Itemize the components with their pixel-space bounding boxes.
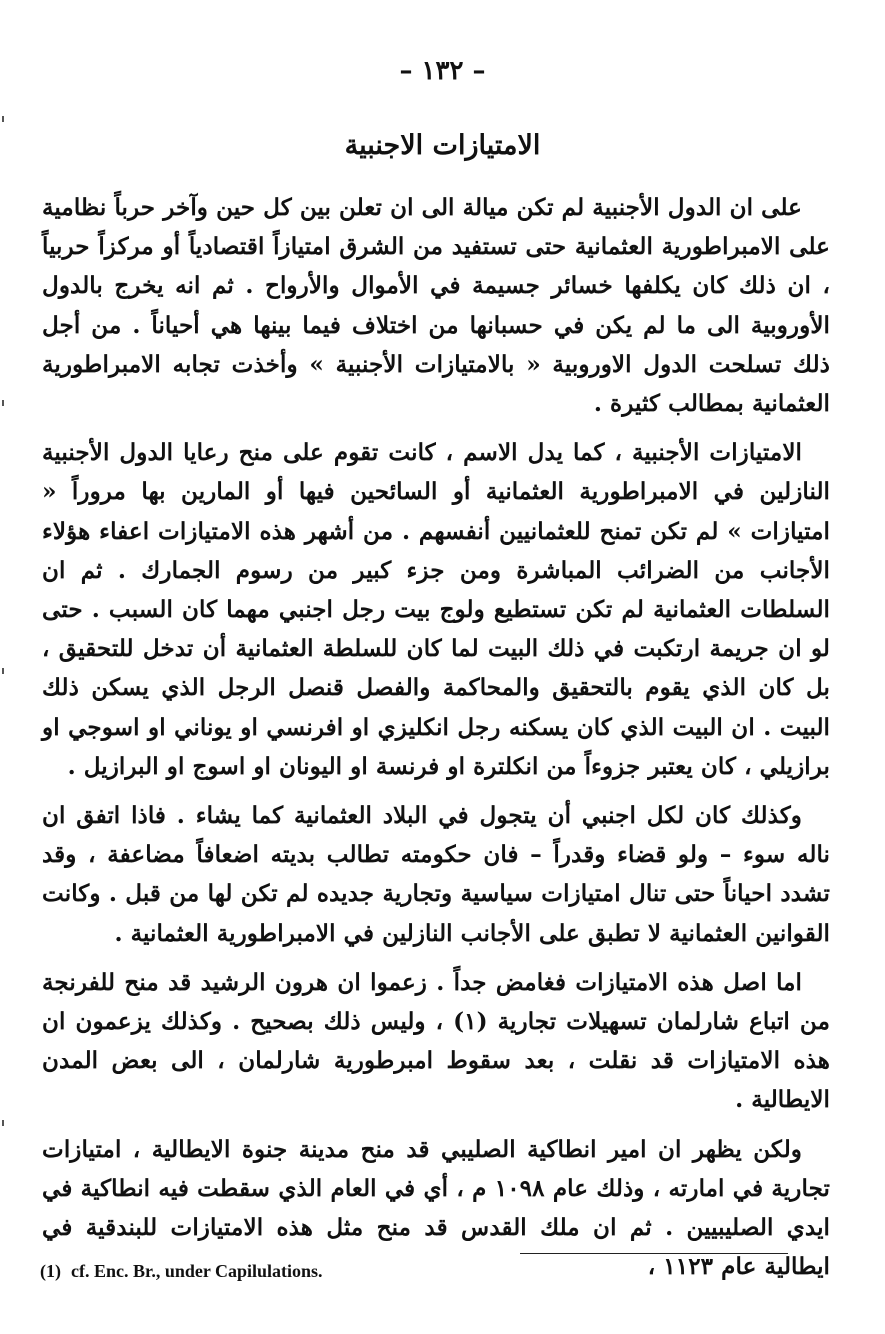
paragraph: الامتيازات الأجنبية ، كما يدل الاسم ، كانت تقوم على منح رعايا الدول الأجنبية النازلين في الامبراطورية العثمانية أو السائحين فيها أو المارين بها مروراً « امتيازات » لم تكن تمنح للعثمانيين أنفسهم . من أشهر هذه الامتيازات اعفاء هؤلاء الأجانب من الضرائب المباشرة ومن جزء كبير من رسوم الجمارك . ثم ان السلطات العثمانية لم تكن تستطيع ولوج بيت رجل اجنبي مهما كان السبب . حتى لو ان جريمة ارتكبت في ذلك البيت لما كان للسلطة العثمانية أن تدخل للتحقيق ، بل كان الذي يقوم بالتحقيق والمحاكمة والفصل قنصل الرجل الذي يسكن ذلك البيت . ان البيت الذي كان يسكنه رجل انكليزي او افرنسي او يوناني او اسوجي او برازيلي ، كان يعتبر جزوءاً من انكلترة او فرنسة او اليونان او اسوج او البرازيل . bbox=[42, 439, 830, 780]
body-text bbox=[42, 188, 830, 1296]
section-title: الامتيازات الاجنبية bbox=[344, 130, 541, 161]
footnote-text: cf. Enc. Br., under Capilulations. bbox=[71, 1261, 323, 1281]
footnote bbox=[40, 1258, 840, 1284]
paragraph: على ان الدول الأجنبية لم تكن ميالة الى ان تعلن بين كل حين وآخر حرباً نظامية على الامبراطورية العثمانية حتى تستفيد من الشرق امتيازاً اقتصادياً أو مركزاً حربياً ، ان ذلك كان يكلفها خسائر جسيمة في الأموال والأرواح . ثم انه يخرج بالدول الأوروبية الى ما لم يكن في حسبانها من اختلاف فيما بينها هي أحياناً . من أجل ذلك تسلحت الدول الاوروبية « بالامتيازات الأجنبية » وأخذت تجابه الامبراطورية العثمانية بمطالب كثيرة . bbox=[42, 194, 830, 418]
footnote-divider bbox=[520, 1253, 788, 1254]
scan-edge-mark bbox=[2, 668, 4, 674]
page-number: – ١٣٢ – bbox=[399, 56, 486, 86]
paragraph: وكذلك كان لكل اجنبي أن يتجول في البلاد العثمانية كما يشاء . فاذا اتفق ان ناله سوء – ولو قضاء وقدراً – فان حكومته تطالب بديته اضعافاً مضاعفة ، وقد تشدد احياناً حتى تنال امتيازات سياسية وتجارية جديده لم تكن لها من قبل . وكانت القوانين العثمانية لا تطبق على الأجانب النازلين في الامبراطورية العثمانية . bbox=[42, 802, 830, 947]
footnote-marker: (1) bbox=[40, 1261, 61, 1281]
paragraph: اما اصل هذه الامتيازات فغامض جداً . زعموا ان هرون الرشيد قد منح للفرنجة من اتباع شارلمان تسهيلات تجارية (١) ، وليس ذلك بصحيح . وكذلك يزعمون ان هذه الامتيازات قد نقلت ، بعد سقوط امبرطورية شارلمان ، الى بعض المدن الايطالية . bbox=[42, 968, 830, 1114]
scan-edge-mark bbox=[2, 116, 4, 122]
scan-edge-mark bbox=[2, 400, 4, 406]
scan-edge-mark bbox=[2, 1120, 4, 1126]
paragraph: ولكن يظهر ان امير انطاكية الصليبي قد منح مدينة جنوة الايطالية ، امتيازات تجارية في امارته ، وذلك عام ١٠٩٨ م ، أي في العام الذي سقطت فيه انطاكية في ايدي الصليبيين . ثم ان ملك القدس قد منح مثل هذه الامتيازات للبندقية في ايطالية عام ١١٢٣ ، bbox=[42, 1135, 830, 1281]
